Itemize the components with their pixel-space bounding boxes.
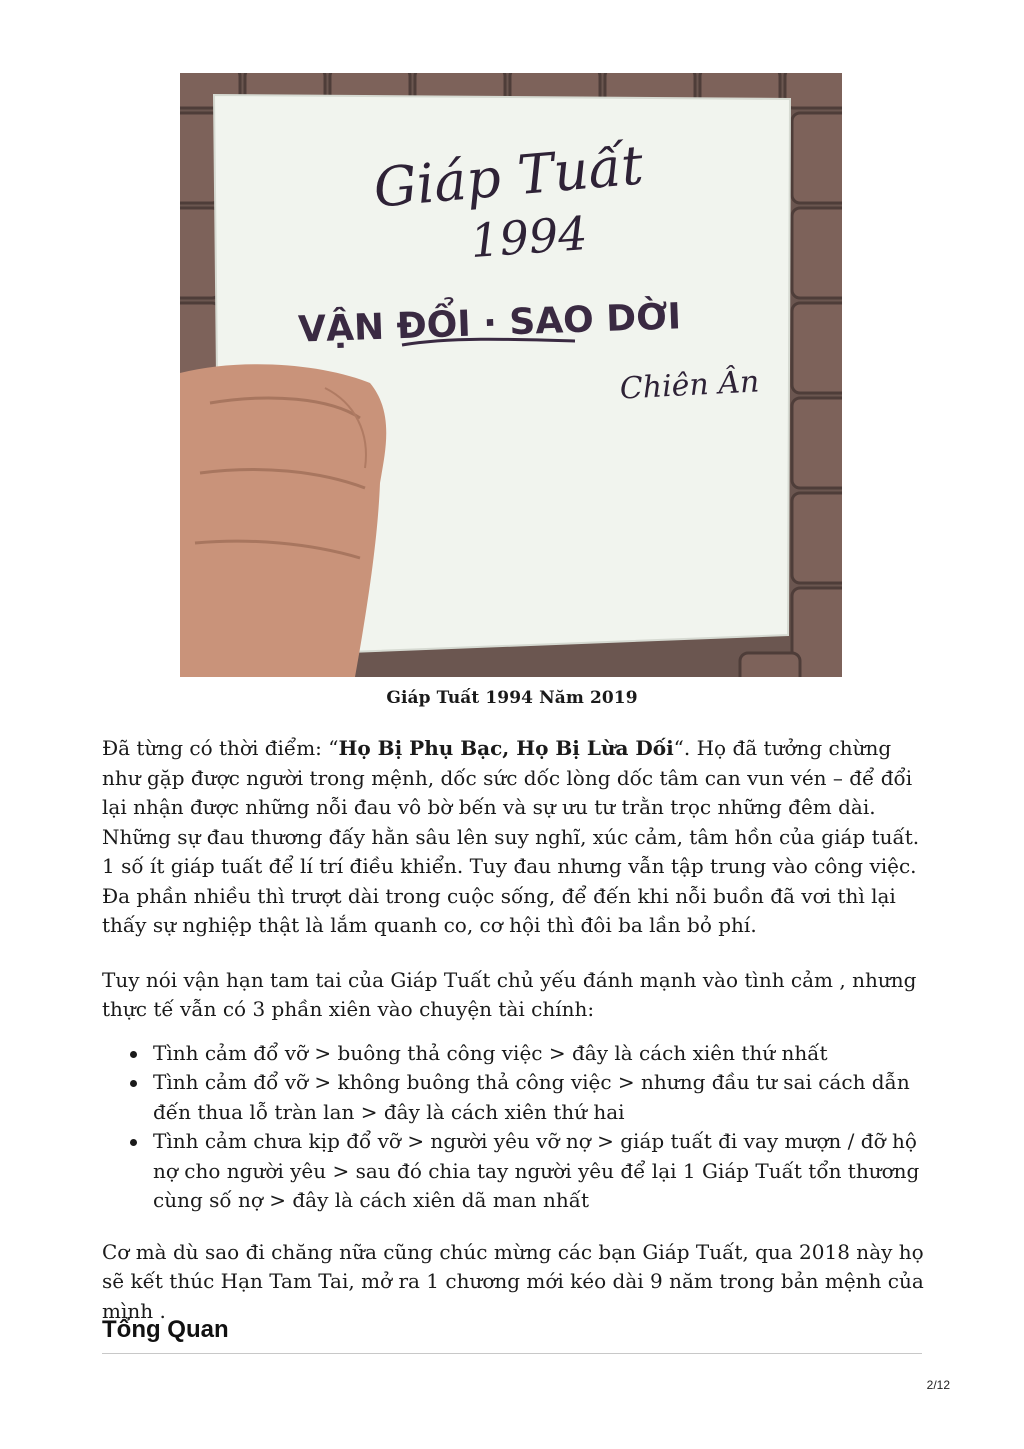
paragraph-1 — [102, 734, 924, 941]
list-item-text: Tình cảm chưa kịp đổ vỡ > người yêu vỡ nợ > giáp tuất đi vay mượn / đỡ hộ nợ cho người yêu > sau đó chia tay người yêu để lại 1 Giáp Tuất tổn thương cùng số nợ > đây là cách xiên dã man nhất — [153, 1129, 920, 1212]
list-item — [153, 1039, 924, 1069]
list-item — [153, 1127, 924, 1216]
handwriting-line-2: 1994 — [468, 206, 590, 269]
paragraph-1-post: “. Họ đã tưởng chừng như gặp được người trong mệnh, dốc sức dốc lòng dốc tâm can vun vén – để đổi lại nhận được những nỗi đau vô bờ bến và sự ưu tư trằn trọc những đêm dài. Những sự đau thương đấy hằn sâu lên suy nghĩ, xúc cảm, tâm hồn của giáp tuất. 1 số ít giáp tuất để lí trí điều khiển. Tuy đau nhưng vẫn tập trung vào công việc. Đa phần nhiều thì trượt dài trong cuộc sống, để đến khi nỗi buồn đã vơi thì lại thấy sự nghiệp thật là lắm quanh co, cơ hội thì đôi ba lần bỏ phí. — [102, 736, 920, 937]
handwriting-signature: Chiên Ân — [618, 364, 761, 407]
paragraph-3: Cơ mà dù sao đi chăng nữa cũng chúc mừng các bạn Giáp Tuất, qua 2018 này họ sẽ kết thúc Hạn Tam Tai, mở ra 1 chương mới kéo dài 9 năm trong bản mệnh của mình . — [102, 1239, 924, 1323]
bullet-dot-icon — [130, 1051, 137, 1058]
image-caption: Giáp Tuất 1994 Năm 2019 — [386, 688, 638, 708]
page-number: 2/12 — [926, 1378, 950, 1392]
list-item — [153, 1068, 924, 1127]
paragraph-2: Tuy nói vận hạn tam tai của Giáp Tuất chủ yếu đánh mạnh vào tình cảm , nhưng thực tế vẫn có 3 phần xiên vào chuyện tài chính: — [102, 967, 917, 1021]
list-item-text: Tình cảm đổ vỡ > không buông thả công việc > nhưng đầu tư sai cách dẫn đến thua lỗ tràn lan > đây là cách xiên thứ hai — [153, 1070, 910, 1124]
handwriting-line-1: Giáp Tuất — [371, 133, 646, 220]
bullet-list — [102, 1039, 924, 1216]
section-heading: Tổng Quan — [102, 1316, 229, 1343]
article-body — [102, 734, 924, 1326]
paragraph-1-bold-quote: Họ Bị Phụ Bạc, Họ Bị Lừa Dối — [338, 736, 674, 760]
bullet-dot-icon — [130, 1139, 137, 1146]
heading-divider — [102, 1353, 922, 1354]
handwriting-line-3: VẬN ĐỔI · SAO DỜI — [297, 296, 682, 351]
bullet-dot-icon — [130, 1080, 137, 1087]
list-item-text: Tình cảm đổ vỡ > buông thả công việc > đây là cách xiên thứ nhất — [153, 1040, 828, 1065]
paragraph-1-pre: Đã từng có thời điểm: “ — [102, 736, 339, 760]
photo-handwritten-card — [180, 73, 842, 677]
hand — [180, 364, 386, 677]
